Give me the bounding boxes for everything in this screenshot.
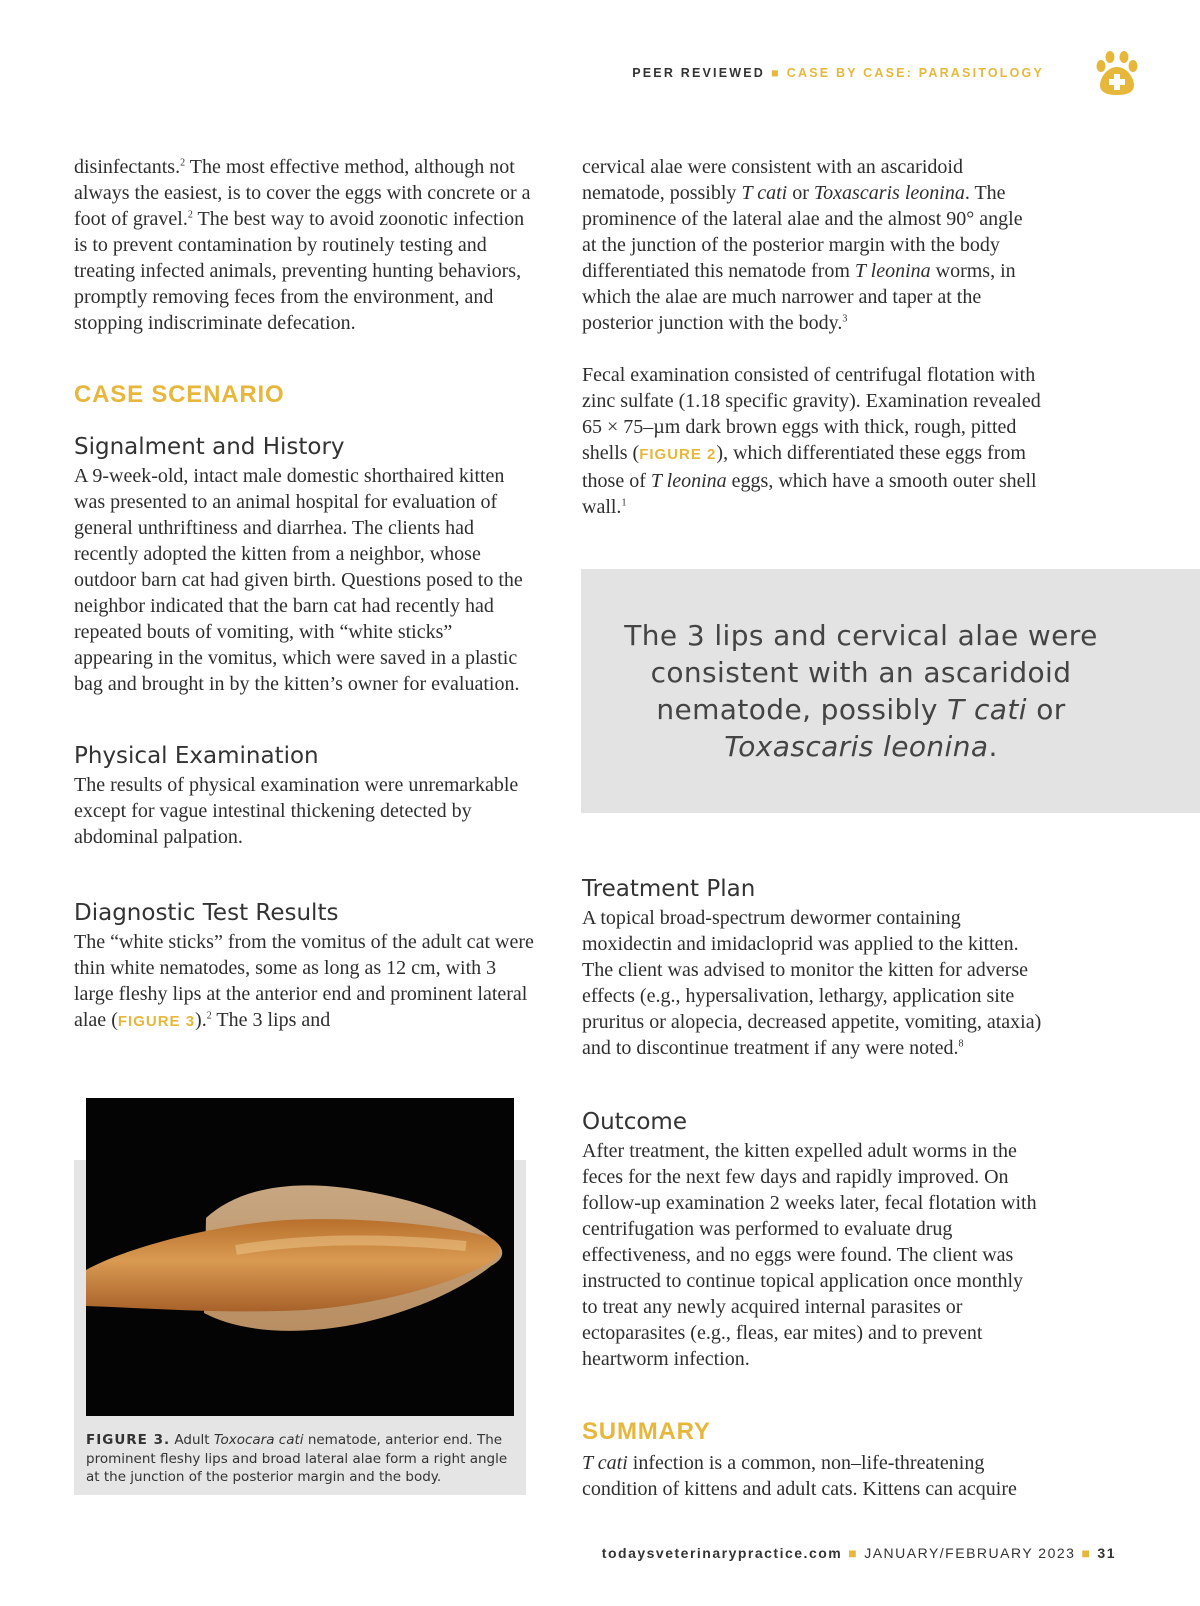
text-run: The “white sticks” from the vomitus of the adult cat were thin white nematodes, some as long as 12 cm, with 3 large fleshy lips at the anterior end and prominent lateral alae ( (74, 931, 534, 1031)
species-name: T cati (947, 693, 1027, 726)
physical-exam-heading: Physical Examination (74, 743, 319, 769)
text-run: or (787, 182, 814, 204)
text-run: Fecal examination consisted of centrifugal flotation with zinc sulfate (1.18 specific gravity). Examination revealed 65 × 75–µm dark brown eggs with thick, rough, pitted shells ( (582, 364, 1041, 464)
header-section: CASE BY CASE: PARASITOLOGY (786, 66, 1044, 80)
intro-paragraph (74, 154, 534, 336)
treatment-paragraph (582, 905, 1042, 1061)
citation: 8 (958, 1038, 964, 1050)
summary-heading: SUMMARY (582, 1418, 711, 1445)
outcome-paragraph: After treatment, the kitten expelled adult worms in the feces for the next few days and rapidly improved. On follow-up examination 2 weeks later, fecal flotation with centrifugation was performed to evaluate drug effectiveness, and no eggs were found. The client was instructed to continue topical application once monthly to treat any newly acquired internal parasites or ectoparasites (e.g., fleas, ear mites) and to prevent heartworm infection. (582, 1140, 1037, 1370)
physical-exam-block (74, 772, 534, 850)
diagnostic-heading: Diagnostic Test Results (74, 900, 339, 926)
diagnostic-block (74, 929, 534, 1035)
paw-plus-icon (1093, 50, 1141, 98)
outcome-block (582, 1138, 1042, 1372)
species-name: T cati (582, 1452, 628, 1474)
footer-separator: ■ (848, 1545, 859, 1561)
right-paragraph-1-block (582, 154, 1042, 336)
citation: 2 (206, 1010, 212, 1022)
citation: 2 (187, 209, 193, 221)
text-run: worms, in which the alae are much narrower and taper at the posterior junction with the body. (582, 260, 1016, 334)
species-name: Toxascaris leonina (724, 730, 989, 763)
signalment-heading: Signalment and History (74, 434, 345, 460)
nematode-image (86, 1098, 514, 1416)
signalment-block (74, 463, 534, 697)
right-paragraph-2 (582, 362, 1042, 520)
footer-issue: JANUARY/FEBRUARY 2023 (864, 1545, 1076, 1561)
header-separator: ■ (771, 66, 781, 80)
species-name: T cati (741, 182, 788, 204)
text-run: ). (195, 1009, 207, 1031)
page-footer (602, 1545, 1116, 1561)
species-name: T leonina (650, 470, 727, 492)
pull-quote-text (601, 617, 1121, 765)
species-name: T leonina (854, 260, 931, 282)
outcome-heading: Outcome (582, 1109, 687, 1135)
text-run: The most effective method, although not always the easiest, is to cover the eggs with concrete or a foot of gravel. (74, 156, 531, 230)
figure-3-caption (86, 1431, 516, 1487)
treatment-block (582, 905, 1042, 1061)
diagnostic-paragraph (74, 929, 534, 1035)
pull-quote-box (581, 569, 1200, 813)
page-number: 31 (1097, 1545, 1116, 1561)
citation: 2 (180, 157, 186, 169)
text-run: or (1026, 693, 1066, 726)
text-run: eggs, which have a smooth outer shell wall. (582, 470, 1037, 518)
signalment-paragraph: A 9-week-old, intact male domestic shorthaired kitten was presented to an animal hospital for evaluation of general unthriftiness and diarrhea. The clients had recently adopted the kitten from a neighbor, whose outdoor barn cat had given birth. Questions posed to the neighbor indicated that the barn cat had recently had repeated bouts of vomiting, with “white sticks” appearing in the vomitus, which were saved in a plastic bag and brought in by the kitten’s owner for evaluation. (74, 465, 523, 695)
citation: 3 (842, 313, 848, 325)
figure-3-link[interactable]: FIGURE 3 (117, 1013, 196, 1030)
citation: 1 (621, 497, 627, 509)
figure-3-photo (86, 1098, 514, 1416)
text-run: . (988, 730, 998, 763)
treatment-heading: Treatment Plan (582, 876, 756, 902)
summary-block (582, 1450, 1042, 1502)
header-peer-reviewed: PEER REVIEWED (632, 66, 765, 80)
text-run: infection is a common, non–life-threatening condition of kittens and adult cats. Kittens can acquire (582, 1452, 1017, 1500)
footer-separator: ■ (1081, 1545, 1092, 1561)
text-run: disinfectants. (74, 156, 181, 178)
text-run: ), which differentiated these eggs from those of (582, 442, 1026, 492)
right-paragraph-1 (582, 154, 1042, 336)
text-run: The 3 lips and (211, 1009, 331, 1031)
species-name: Toxascaris leonina (813, 182, 965, 204)
running-header (632, 66, 1044, 80)
text-run: The best way to avoid zoonotic infection is to prevent contamination by routinely testing and treating infected animals, preventing hunting behaviors, promptly removing feces from the environment, and stopping indiscriminate defecation. (74, 208, 525, 334)
figure-2-link[interactable]: FIGURE 2 (639, 446, 717, 463)
text-run: . The prominence of the lateral alae and the almost 90° angle at the junction of the posterior margin with the body differentiated this nematode from (582, 182, 1023, 282)
text-run: nematode, anterior end. The prominent fleshy lips and broad lateral alae form a right angle at the junction of the posterior margin and the body. (86, 1432, 508, 1485)
case-scenario-heading: CASE SCENARIO (74, 381, 285, 408)
text-run: cervical alae were consistent with an ascaridoid nematode, possibly (582, 156, 963, 204)
intro-paragraph-block (74, 154, 534, 336)
text-run: A topical broad-spectrum dewormer containing moxidectin and imidacloprid was applied to the kitten. The client was advised to monitor the kitten for adverse effects (e.g., hypersalivation, lethargy, application site pruritus or alopecia, decreased appetite, vomiting, ataxia) and to discontinue treatment if any were noted. (582, 907, 1042, 1059)
footer-site-link[interactable]: todaysveterinarypractice.com (601, 1545, 843, 1561)
figure-label: FIGURE 3. (86, 1432, 171, 1448)
species-name: Toxocara cati (213, 1432, 304, 1448)
text-run: Adult (170, 1432, 214, 1448)
right-paragraph-2-block (582, 362, 1042, 520)
summary-paragraph (582, 1450, 1042, 1502)
text-run: The 3 lips and cervical alae were consistent with an ascaridoid nematode, possibly (624, 619, 1098, 726)
physical-exam-paragraph: The results of physical examination were unremarkable except for vague intestinal thickening detected by abdominal palpation. (74, 774, 519, 848)
